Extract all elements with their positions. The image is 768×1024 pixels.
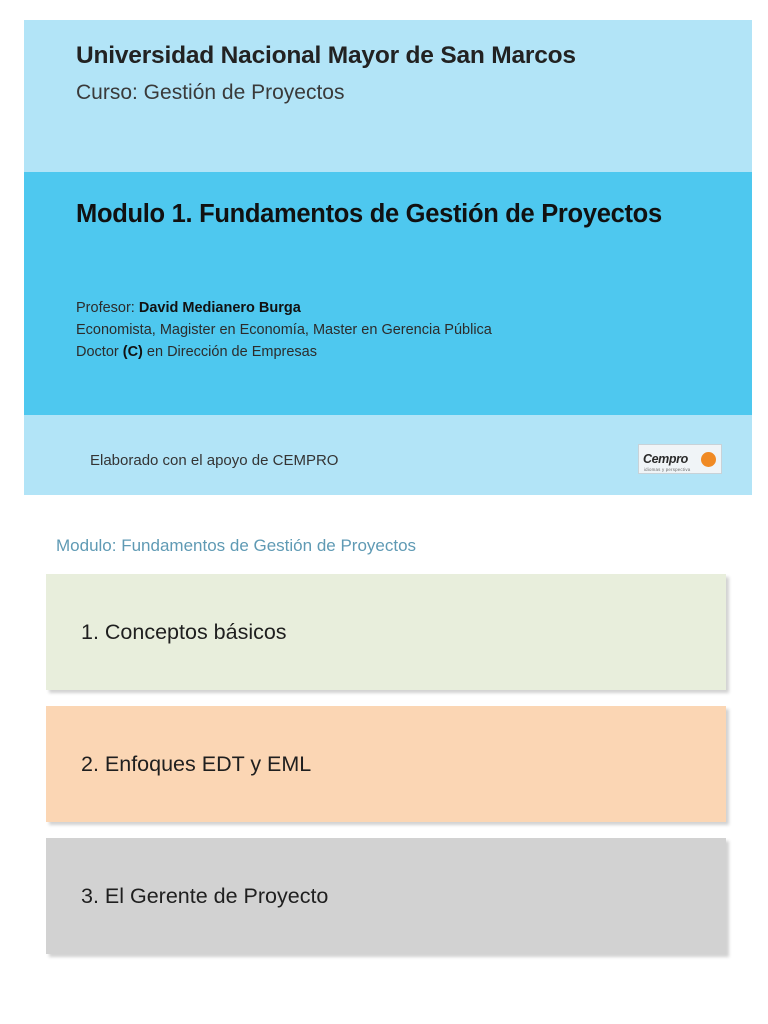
list-item[interactable] <box>46 706 726 822</box>
topic-list <box>24 574 752 954</box>
agenda-title: Modulo: Fundamentos de Gestión de Proyectos <box>56 536 417 555</box>
topic-label: 1. Conceptos básicos <box>81 619 287 644</box>
list-item[interactable] <box>46 838 726 954</box>
logo-wordmark: Cempro <box>643 452 688 466</box>
doctorate-prefix: Doctor <box>76 344 123 361</box>
doctorate-line <box>76 341 752 363</box>
university-title: Universidad Nacional Mayor de San Marcos <box>76 42 576 69</box>
module-band <box>24 172 752 415</box>
credentials-line: Economista, Magister en Economía, Master en Gerencia Pública <box>76 322 492 339</box>
cempro-logo <box>638 444 722 474</box>
slide-footer <box>24 418 752 495</box>
agenda-slide <box>24 520 752 1000</box>
title-slide <box>24 20 752 495</box>
logo-tagline: idiomas y perspectiva <box>644 467 691 472</box>
topic-label: 3. El Gerente de Proyecto <box>81 883 329 908</box>
module-title: Modulo 1. Fundamentos de Gestión de Proyectos <box>76 200 662 228</box>
slide-header <box>24 20 752 105</box>
logo-circle-icon <box>701 452 716 467</box>
course-subtitle: Curso: Gestión de Proyectos <box>76 80 345 104</box>
doctorate-mark: (C) <box>122 344 143 361</box>
professor-name: David Medianero Burga <box>138 300 301 316</box>
professor-line <box>76 297 752 319</box>
topic-label: 2. Enfoques EDT y EML <box>81 751 312 776</box>
list-item[interactable] <box>46 574 726 690</box>
footer-credit: Elaborado con el apoyo de CEMPRO <box>90 452 339 469</box>
doctorate-suffix: en Dirección de Empresas <box>142 344 317 361</box>
professor-block <box>24 229 752 363</box>
professor-label: Profesor: <box>76 300 139 316</box>
